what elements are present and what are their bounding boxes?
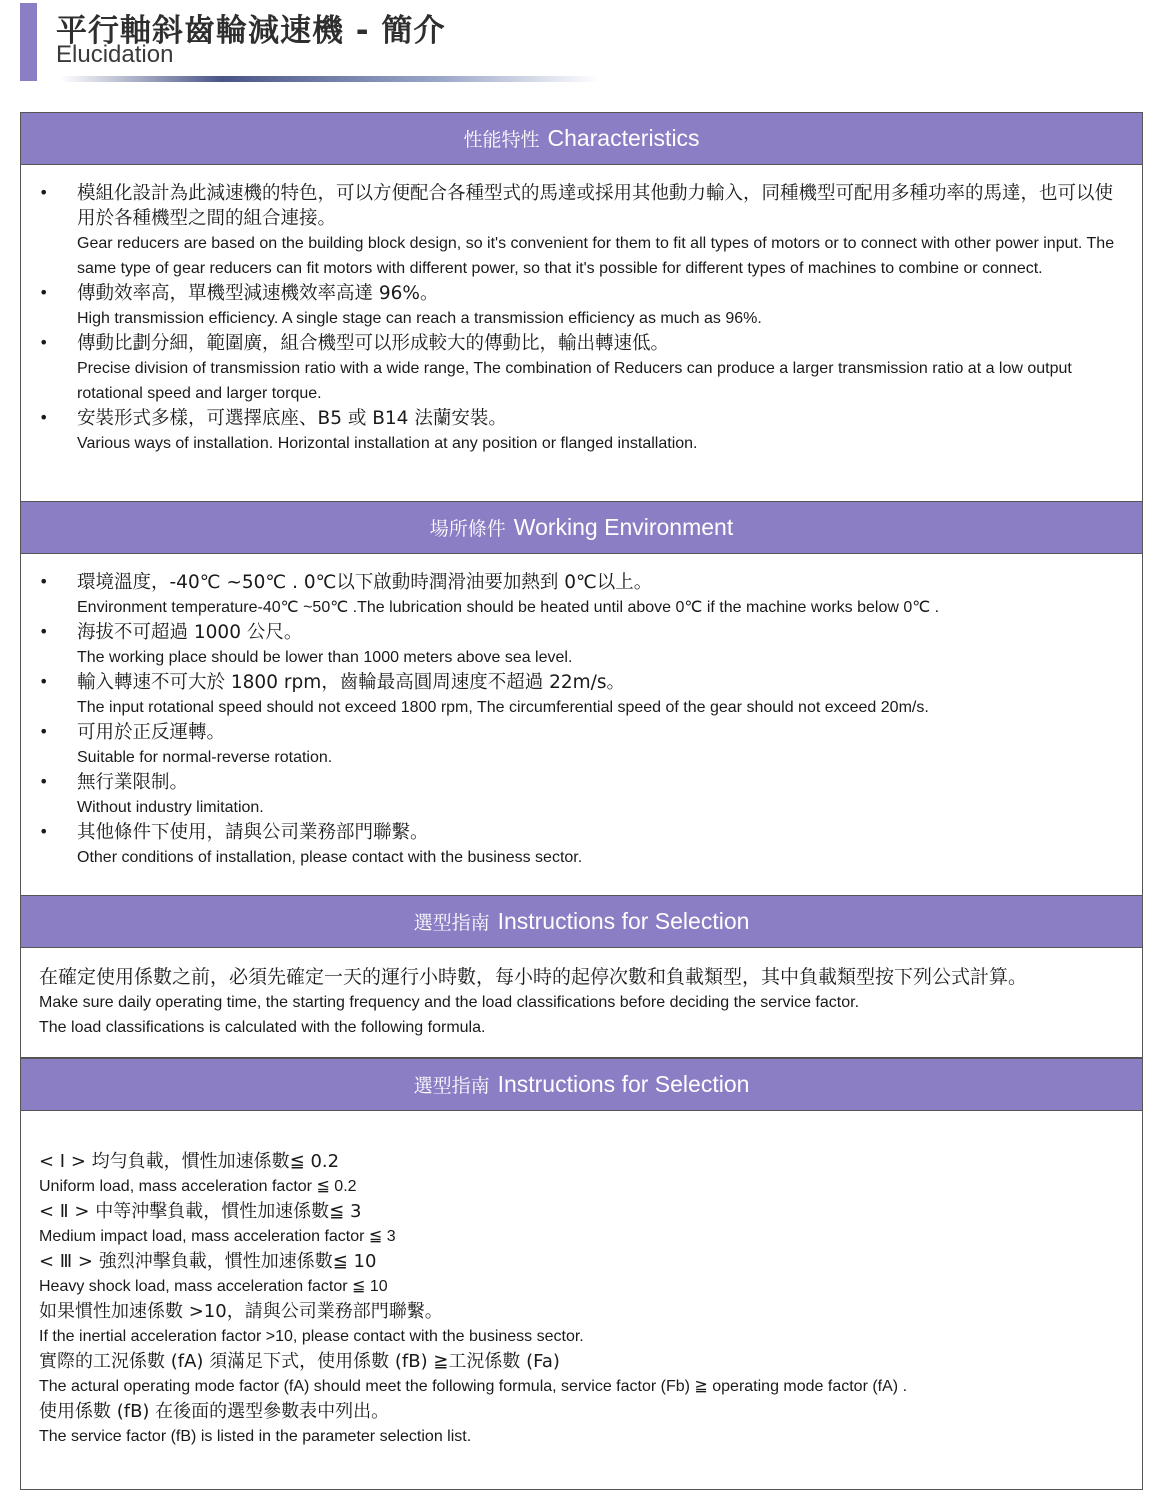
page-subtitle: Elucidation: [56, 41, 174, 68]
item-text-en: Precise division of transmission ratio with a wide range, The combination of Reducers can produce a larger transmission ratio at a low output rotational speed and larger torque.: [77, 360, 1072, 402]
load-line-en: Medium impact load, mass acceleration factor ≦ 3: [39, 1228, 396, 1245]
characteristics-header: [21, 113, 1142, 165]
bullet-icon: •: [39, 183, 49, 202]
list-item: [39, 181, 1124, 281]
list-item: [39, 620, 1124, 670]
item-text-zh: 海拔不可超過 1000 公尺。: [77, 622, 303, 643]
page-title: 平行軸斜齒輪減速機 - 簡介: [56, 13, 446, 49]
load-line-zh: < Ⅱ > 中等沖擊負載，慣性加速係數≦ 3: [39, 1201, 362, 1222]
load-line-zh: 如果慣性加速係數 >10，請與公司業務部門聯繫。: [39, 1301, 443, 1322]
load-classification-list: [21, 1111, 1142, 1449]
bullet-icon: •: [39, 822, 49, 841]
environment-list: [21, 554, 1142, 870]
title-accent-bar: [20, 3, 37, 81]
selection-header-1: [21, 896, 1142, 948]
intro-text-en-2: The load classifications is calculated with the following formula.: [39, 1019, 486, 1036]
page-title-block: [20, 3, 600, 83]
item-text-zh: 無行業限制。: [77, 772, 189, 793]
selection-title-zh: 選型指南: [413, 1075, 490, 1097]
bullet-icon: •: [39, 722, 49, 741]
selection-intro: [21, 948, 1142, 1040]
bullet-icon: •: [39, 283, 49, 302]
item-text-en: Various ways of installation. Horizontal installation at any position or flanged installation.: [77, 435, 698, 452]
item-text-zh: 模組化設計為此減速機的特色，可以方便配合各種型式的馬達或採用其他動力輸入，同種機型可配用多種功率的馬達，也可以使用於各種機型之間的組合連接。: [77, 183, 1114, 229]
selection-title-en: Instructions for Selection: [497, 908, 750, 934]
item-text-en: Environment temperature-40℃ ~50℃ .The lubrication should be heated until above 0℃ if the machine works below 0℃ .: [77, 599, 940, 616]
selection-section-1: [20, 895, 1143, 1058]
load-line-en: The service factor (fB) is listed in the parameter selection list.: [39, 1428, 472, 1445]
list-item: [39, 720, 1124, 770]
intro-text-en-1: Make sure daily operating time, the starting frequency and the load classifications before deciding the service factor.: [39, 994, 860, 1011]
list-item: [39, 281, 1124, 331]
list-item: [39, 770, 1124, 820]
item-text-zh: 環境溫度，-40℃ ~50℃ . 0℃以下啟動時潤滑油要加熱到 0℃以上。: [77, 572, 653, 593]
environment-title-en: Working Environment: [513, 514, 734, 540]
list-item: [39, 331, 1124, 406]
load-line-zh: < Ⅲ > 強烈沖擊負載，慣性加速係數≦ 10: [39, 1251, 377, 1272]
load-line-en: If the inertial acceleration factor >10, please contact with the business sector.: [39, 1328, 584, 1345]
list-item: [39, 570, 1124, 620]
item-text-zh: 輸入轉速不可大於 1800 rpm，齒輪最高圓周速度不超過 22m/s。: [77, 672, 626, 693]
title-underline: [60, 76, 600, 82]
selection-title-en: Instructions for Selection: [497, 1071, 750, 1097]
item-text-en: Without industry limitation.: [77, 799, 264, 816]
load-line-en: Heavy shock load, mass acceleration factor ≦ 10: [39, 1278, 388, 1295]
list-item: [39, 406, 1124, 456]
item-text-zh: 安裝形式多樣，可選擇底座、B5 或 B14 法蘭安裝。: [77, 408, 507, 429]
load-line-en: Uniform load, mass acceleration factor ≦ 0.2: [39, 1178, 357, 1195]
item-text-en: High transmission efficiency. A single stage can reach a transmission efficiency as much as 96%.: [77, 310, 762, 327]
bullet-icon: •: [39, 772, 49, 791]
item-text-zh: 傳動比劃分細，範圍廣，組合機型可以形成較大的傳動比，輸出轉速低。: [77, 333, 670, 354]
load-line-zh: < Ⅰ > 均勻負載，慣性加速係數≦ 0.2: [39, 1151, 340, 1172]
selection-title-zh: 選型指南: [413, 912, 490, 934]
item-text-en: The input rotational speed should not exceed 1800 rpm, The circumferential speed of the gear should not exceed 20m/s.: [77, 699, 929, 716]
item-text-en: The working place should be lower than 1000 meters above sea level.: [77, 649, 573, 666]
selection-header-2: [21, 1059, 1142, 1111]
characteristics-list: [21, 165, 1142, 456]
bullet-icon: •: [39, 622, 49, 641]
environment-header: [21, 502, 1142, 554]
item-text-en: Other conditions of installation, please contact with the business sector.: [77, 849, 583, 866]
load-line-zh: 使用係數 (fB) 在後面的選型參數表中列出。: [39, 1401, 390, 1422]
list-item: [39, 670, 1124, 720]
environment-title-zh: 場所條件: [429, 518, 506, 540]
environment-section: [20, 501, 1143, 896]
bullet-icon: •: [39, 333, 49, 352]
load-line-en: The actural operating mode factor (fA) should meet the following formula, service factor (Fb) ≧ operating mode factor (fA) .: [39, 1378, 908, 1395]
bullet-icon: •: [39, 572, 49, 591]
bullet-icon: •: [39, 672, 49, 691]
item-text-zh: 可用於正反運轉。: [77, 722, 226, 743]
bullet-icon: •: [39, 408, 49, 427]
item-text-en: Gear reducers are based on the building block design, so it's convenient for them to fit all types of motors or to connect with other power input. The same type of gear reducers can fit motors with different power, so that it's possible for different types of machines to combine or connect.: [77, 235, 1115, 277]
item-text-en: Suitable for normal-reverse rotation.: [77, 749, 333, 766]
selection-section-2: [20, 1058, 1143, 1490]
item-text-zh: 傳動效率高，單機型減速機效率高達 96%。: [77, 283, 439, 304]
characteristics-section: [20, 112, 1143, 502]
list-item: [39, 820, 1124, 870]
item-text-zh: 其他條件下使用，請與公司業務部門聯繫。: [77, 822, 429, 843]
characteristics-title-zh: 性能特性: [463, 129, 540, 151]
load-line-zh: 實際的工況係數 (fA) 須滿足下式，使用係數 (fB) ≧工況係數 (Fa): [39, 1351, 560, 1372]
intro-text-zh: 在確定使用係數之前，必須先確定一天的運行小時數，每小時的起停次數和負載類型，其中負載類型按下列公式計算。: [39, 966, 1028, 988]
characteristics-title-en: Characteristics: [547, 125, 700, 151]
